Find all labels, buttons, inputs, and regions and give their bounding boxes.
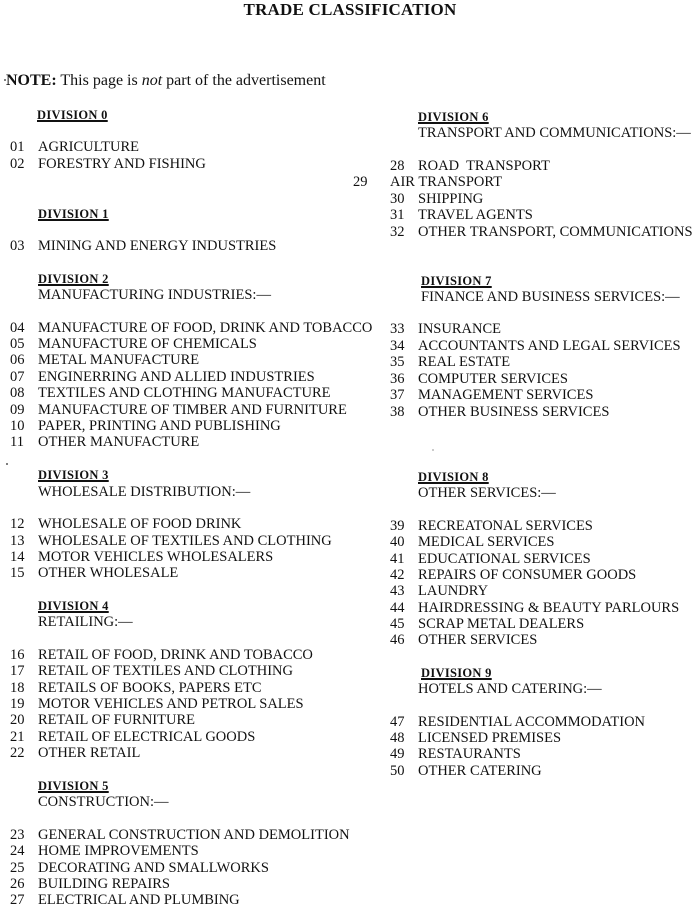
item-label: OTHER TRANSPORT, COMMUNICATIONS [418,224,693,240]
list-item [10,369,315,385]
list-item [390,321,501,337]
item-label: REPAIRS OF CONSUMER GOODS [418,567,637,583]
item-label: SCRAP METAL DEALERS [418,616,585,632]
scan-speck [432,449,434,451]
list-item [390,714,645,730]
item-label: REAL ESTATE [418,354,511,370]
item-label: DECORATING AND SMALLWORKS [38,860,269,876]
item-number: 25 [10,860,25,876]
item-label: ELECTRICAL AND PLUMBING [38,892,240,908]
item-number: 19 [10,696,25,712]
list-item [10,352,199,368]
item-label: METAL MANUFACTURE [38,352,200,368]
item-number: 07 [10,369,25,385]
item-label: RETAIL OF TEXTILES AND CLOTHING [38,663,293,679]
item-number: 09 [10,402,25,418]
item-number: 17 [10,663,25,679]
item-number: 39 [390,518,405,534]
division-2-heading: DIVISION 2 [38,272,109,286]
division-5-subtitle: CONSTRUCTION:— [38,794,169,810]
list-item [10,402,347,418]
item-number: 26 [10,876,25,892]
division-9-subtitle: HOTELS AND CATERING:— [418,681,602,697]
list-item [10,320,372,336]
item-label: AGRICULTURE [38,139,139,155]
item-label: LICENSED PREMISES [418,730,562,746]
item-label: RETAILS OF BOOKS, PAPERS ETC [38,680,262,696]
item-number: 44 [390,600,405,616]
item-label: RETAIL OF FURNITURE [38,712,195,728]
division-7-heading: DIVISION 7 [421,274,492,288]
page-title: TRADE CLASSIFICATION [243,0,457,19]
division-1-heading: DIVISION 1 [38,207,109,221]
list-item [390,730,561,746]
list-item [10,549,273,565]
list-item [10,680,262,696]
list-item [10,843,199,859]
list-item [390,746,521,762]
item-number: 24 [10,843,25,859]
item-number: 40 [390,534,405,550]
list-item [10,647,313,663]
list-item [390,616,584,632]
item-label: MOTOR VEHICLES AND PETROL SALES [38,696,304,712]
item-label: LAUNDRY [418,583,489,599]
list-item [10,712,195,728]
item-label: WHOLESALE OF TEXTILES AND CLOTHING [38,533,332,549]
item-label: OTHER RETAIL [38,745,141,761]
division-8-heading: DIVISION 8 [418,470,489,484]
item-number: 10 [10,418,25,434]
item-number: 22 [10,745,25,761]
list-item [390,583,488,599]
item-label: OTHER WHOLESALE [38,565,179,581]
item-number: 15 [10,565,25,581]
division-9-heading: DIVISION 9 [421,666,492,680]
list-item [390,158,550,174]
list-item [390,338,681,354]
list-item [10,663,293,679]
division-4-heading: DIVISION 4 [38,599,109,613]
item-number: 13 [10,533,25,549]
item-number: 21 [10,729,25,745]
item-number: 37 [390,387,405,403]
list-item [390,600,679,616]
list-item [10,238,276,254]
scan-speck [4,79,6,81]
note-text-before: This page is [60,72,138,89]
list-item [10,385,331,401]
item-label: RECREATONAL SERVICES [418,518,593,534]
item-number: 16 [10,647,25,663]
list-item [10,892,240,908]
list-item [390,354,510,370]
item-label: WHOLESALE OF FOOD DRINK [38,516,242,532]
item-label: MINING AND ENERGY INDUSTRIES [38,238,277,254]
item-number: 27 [10,892,25,908]
list-item [390,551,591,567]
list-item [353,174,502,190]
note-emphasis: not [141,72,163,89]
list-item [390,404,609,420]
item-label: HAIRDRESSING & BEAUTY PARLOURS [418,600,680,616]
item-label: FORESTRY AND FISHING [38,156,206,172]
note-line [6,71,326,91]
list-item [10,827,350,843]
item-label: RESTAURANTS [418,746,521,762]
item-label: PAPER, PRINTING AND PUBLISHING [38,418,281,434]
list-item [390,632,537,648]
item-number: 48 [390,730,405,746]
list-item [390,191,483,207]
item-label: RETAIL OF FOOD, DRINK AND TOBACCO [38,647,313,663]
item-label: RESIDENTIAL ACCOMMODATION [418,714,646,730]
list-item [390,763,542,779]
item-label: SHIPPING [418,191,484,207]
item-number: 30 [390,191,405,207]
item-number: 20 [10,712,25,728]
division-5-heading: DIVISION 5 [38,779,109,793]
item-number: 34 [390,338,405,354]
division-4-subtitle: RETAILING:— [38,614,133,630]
item-label: COMPUTER SERVICES [418,371,568,387]
item-label: EDUCATIONAL SERVICES [418,551,591,567]
list-item [390,518,593,534]
item-label: TRAVEL AGENTS [418,207,533,223]
list-item [10,876,170,892]
division-3-subtitle: WHOLESALE DISTRIBUTION:— [38,484,251,500]
item-number: 05 [10,336,25,352]
item-label: ACCOUNTANTS AND LEGAL SERVICES [418,338,681,354]
item-number: 04 [10,320,25,336]
item-label: MOTOR VEHICLES WHOLESALERS [38,549,274,565]
item-number: 35 [390,354,405,370]
item-number: 33 [390,321,405,337]
note-text-after: part of the advertisement [166,72,326,89]
item-label: MANUFACTURE OF FOOD, DRINK AND TOBACCO [38,320,373,336]
item-number: 03 [10,238,25,254]
item-label: OTHER CATERING [418,763,542,779]
item-number: 47 [390,714,405,730]
list-item [10,696,304,712]
item-label: MANUFACTURE OF CHEMICALS [38,336,257,352]
item-label: OTHER BUSINESS SERVICES [418,404,610,420]
item-label: AIR TRANSPORT [390,174,503,190]
division-6-heading: DIVISION 6 [418,110,489,124]
item-label: GENERAL CONSTRUCTION AND DEMOLITION [38,827,350,843]
list-item [390,387,593,403]
list-item [390,207,533,223]
item-number: 18 [10,680,25,696]
list-item [10,860,269,876]
item-number: 12 [10,516,25,532]
scan-speck [6,463,8,465]
note-prefix: NOTE: [6,72,57,89]
division-7-subtitle: FINANCE AND BUSINESS SERVICES:— [421,289,680,305]
list-item [10,516,241,532]
item-number: 31 [390,207,405,223]
item-number: 46 [390,632,405,648]
item-number: 32 [390,224,405,240]
list-item [390,371,568,387]
item-number: 14 [10,549,25,565]
item-number: 29 [353,174,368,190]
list-item [10,139,139,155]
item-number: 41 [390,551,405,567]
item-label: OTHER SERVICES [418,632,538,648]
item-label: OTHER MANUFACTURE [38,434,200,450]
item-label: INSURANCE [418,321,501,337]
item-number: 06 [10,352,25,368]
item-number: 45 [390,616,405,632]
list-item [10,729,255,745]
item-number: 28 [390,158,405,174]
list-item [10,156,206,172]
item-number: 50 [390,763,405,779]
list-item [390,224,693,240]
list-item [390,534,554,550]
item-number: 42 [390,567,405,583]
list-item [390,567,636,583]
item-label: MEDICAL SERVICES [418,534,555,550]
item-label: RETAIL OF ELECTRICAL GOODS [38,729,256,745]
division-3-heading: DIVISION 3 [38,468,109,482]
list-item [10,533,332,549]
item-label: MANUFACTURE OF TIMBER AND FURNITURE [38,402,347,418]
item-label: ROAD TRANSPORT [418,158,550,174]
list-item [10,565,178,581]
item-number: 08 [10,385,25,401]
item-number: 11 [10,434,24,450]
item-number: 38 [390,404,405,420]
item-number: 02 [10,156,25,172]
list-item [10,336,257,352]
division-0-heading: DIVISION 0 [37,108,108,122]
item-number: 49 [390,746,405,762]
item-number: 43 [390,583,405,599]
division-8-subtitle: OTHER SERVICES:— [418,485,556,501]
item-label: BUILDING REPAIRS [38,876,170,892]
division-2-subtitle: MANUFACTURING INDUSTRIES:— [38,287,271,303]
list-item [10,434,199,450]
list-item [10,745,140,761]
list-item [10,418,281,434]
item-number: 36 [390,371,405,387]
item-label: ENGINERRING AND ALLIED INDUSTRIES [38,369,315,385]
division-6-subtitle: TRANSPORT AND COMMUNICATIONS:— [418,125,691,141]
item-number: 01 [10,139,25,155]
item-label: HOME IMPROVEMENTS [38,843,199,859]
item-label: TEXTILES AND CLOTHING MANUFACTURE [38,385,331,401]
item-number: 23 [10,827,25,843]
item-label: MANAGEMENT SERVICES [418,387,594,403]
